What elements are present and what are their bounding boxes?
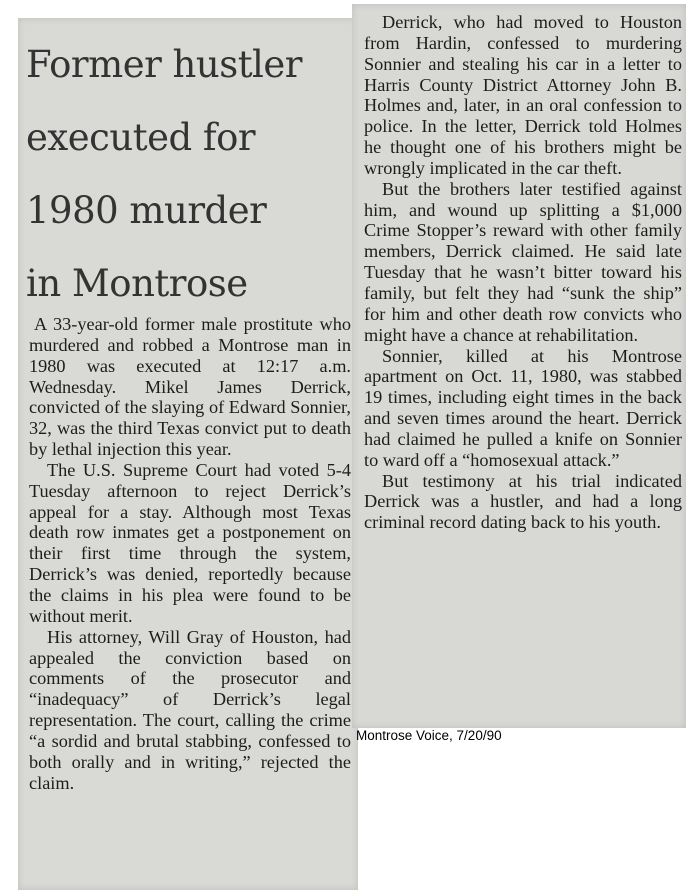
clipping-right-column — [352, 4, 686, 728]
article-body-right — [364, 12, 682, 533]
headline — [26, 28, 352, 320]
paragraph: Derrick, who had moved to Houston from Hardin, confessed to murdering Sonnier and stealing his car in a letter to Harris County District Attorney John B. Holmes and, later, in an oral confession to police. In the letter, Derrick told Holmes he thought one of his brothers might be wrongly implicated in the car theft. — [364, 12, 682, 178]
paragraph: His attorney, Will Gray of Houston, had appealed the conviction based on comments of the prosecutor and “inadequacy” of Derrick’s legal representation. The court, calling the crime “a sordid and brutal stabbing, confessed to both orally and in writing,” rejected the claim. — [29, 626, 351, 793]
headline-line: 1980 murder — [26, 189, 267, 232]
article-body-left — [29, 314, 351, 793]
paragraph: But testimony at his trial indicated Derrick was a hustler, and had a long criminal record dating back to his youth. — [364, 470, 682, 533]
paragraph: But the brothers later testified against him, and wound up splitting a $1,000 Crime Stopper’s reward with other family members, Derrick claimed. He said late Tuesday that he wasn’t bitter toward his family, but felt they had “sunk the ship” for him and other death row convicts who might have a chance at rehabilitation. — [364, 178, 682, 345]
headline-line: in Montrose — [26, 262, 248, 305]
headline-line: Former hustler — [26, 43, 302, 86]
source-caption: Montrose Voice, 7/20/90 — [356, 728, 502, 743]
paragraph: The U.S. Supreme Court had voted 5-4 Tuesday afternoon to reject Derrick’s appeal for a stay. Although most Texas death row inmates get a postponement on their first time through the system, Derrick’s was denied, reportedly because the claims in his plea were found to be without merit. — [29, 459, 351, 626]
paragraph: A 33-year-old former male prostitute who murdered and robbed a Montrose man in 1980 was executed at 12:17 a.m. Wednesday. Mikel James Derrick, convicted of the slaying of Edward Sonnier, 32, was the third Texas convict put to death by lethal injection this year. — [29, 314, 351, 460]
clipping-left-column — [18, 18, 358, 890]
headline-line: executed for — [26, 116, 256, 159]
paragraph: Sonnier, killed at his Montrose apartment on Oct. 11, 1980, was stabbed 19 times, including eight times in the back and seven times around the heart. Derrick had claimed he pulled a knife on Sonnier to ward off a “homosexual attack.” — [364, 345, 682, 470]
